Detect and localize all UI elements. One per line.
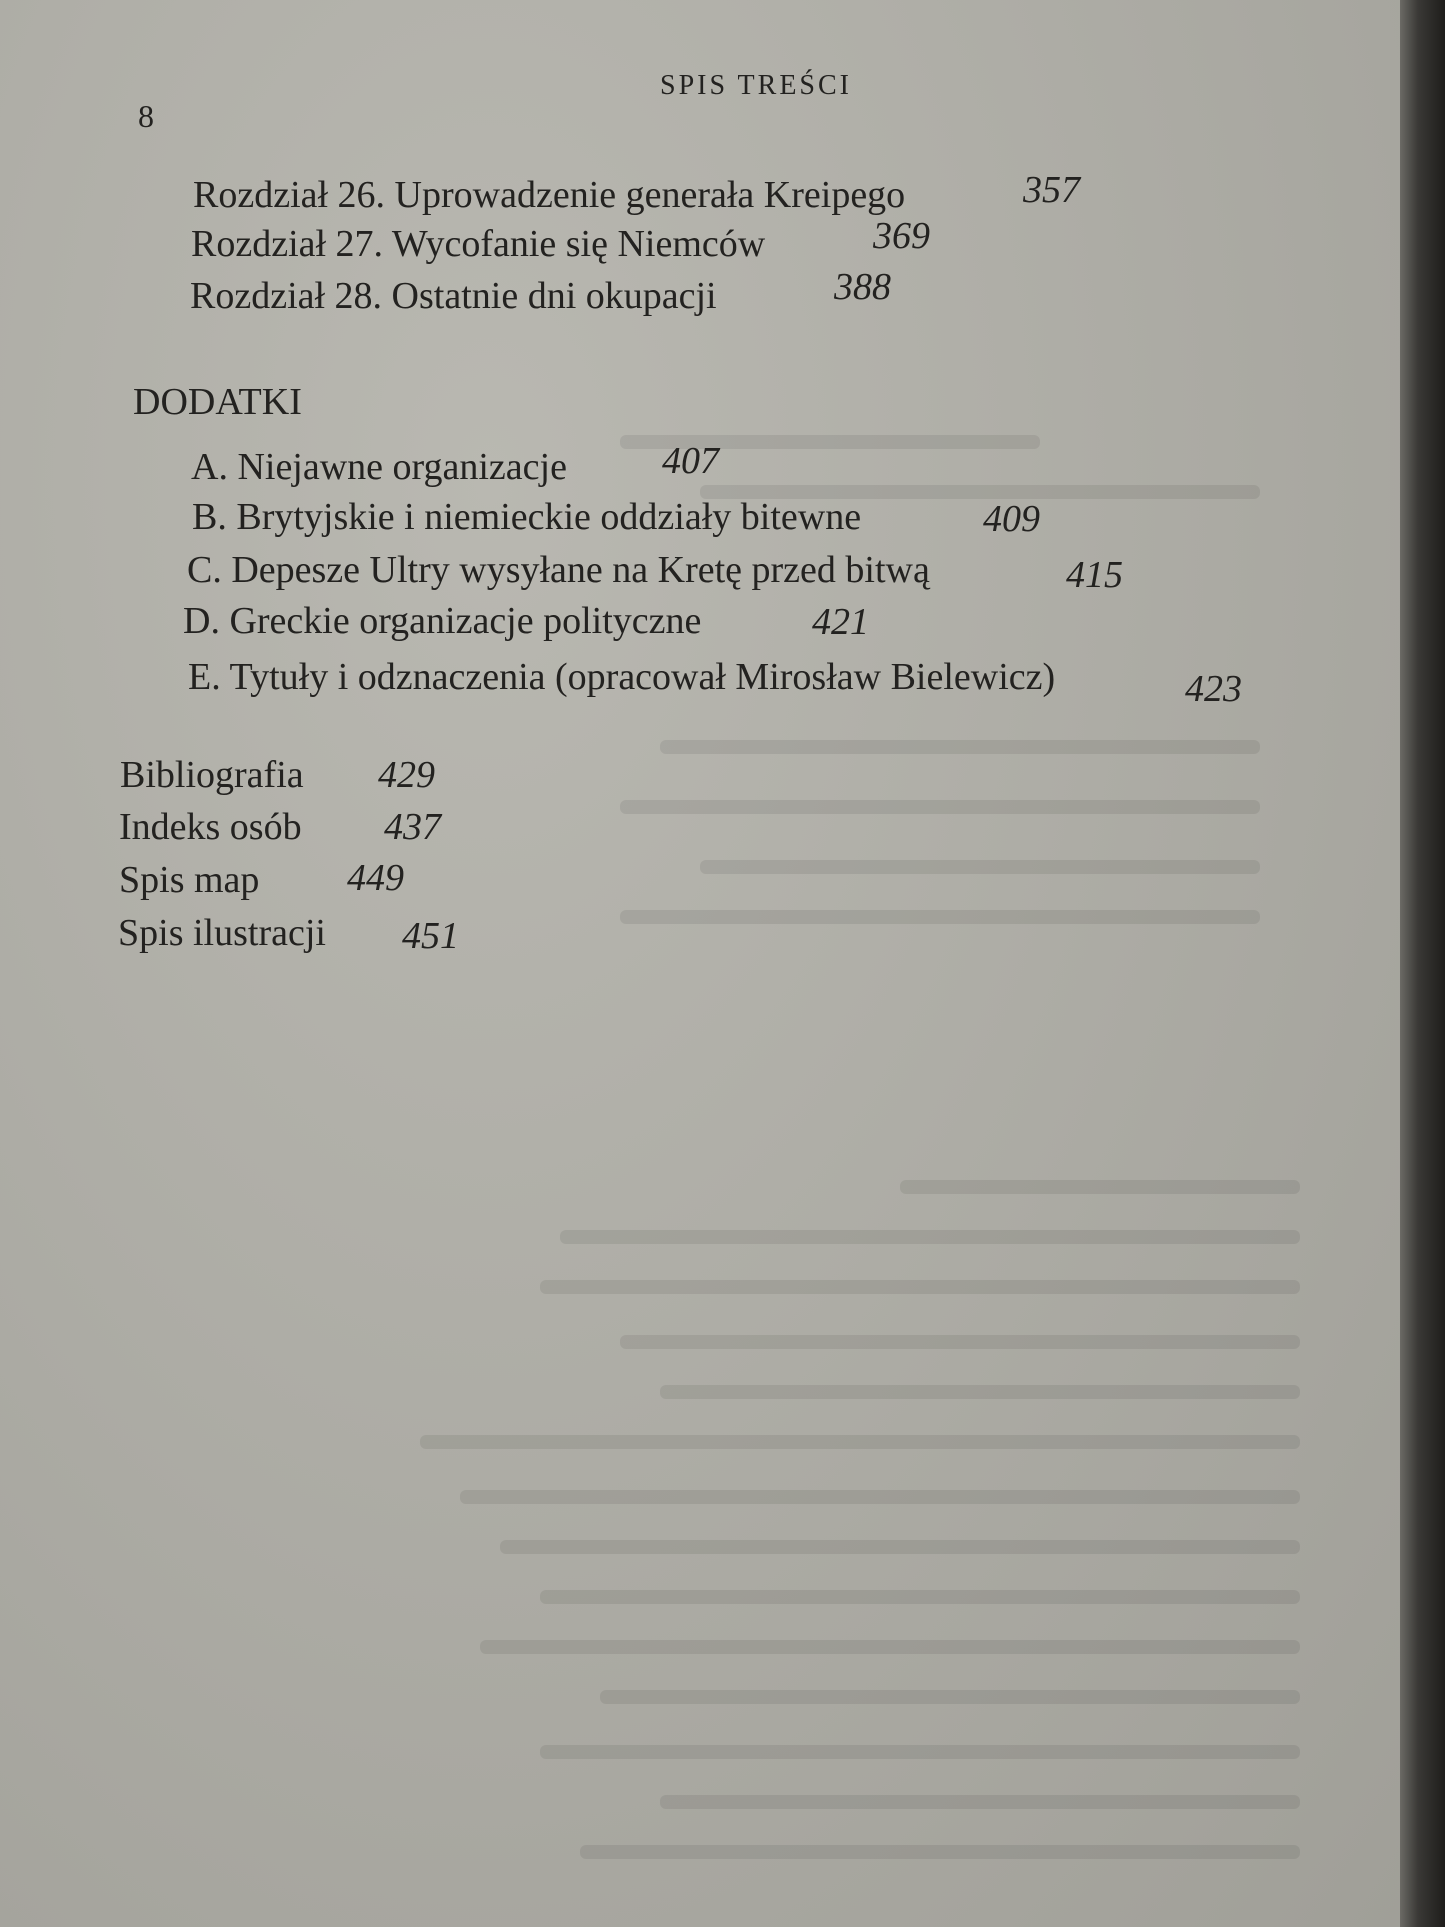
page-edge-shadow: [1400, 0, 1445, 1927]
toc-entry-illustrations: Spis ilustracji: [118, 912, 326, 954]
toc-entry-chapter-28: Rozdział 28. Ostatnie dni okupacji: [190, 275, 717, 317]
toc-page-appendix-c: 415: [1066, 554, 1123, 596]
running-head: SPIS TREŚCI: [660, 70, 852, 101]
toc-page-bibliography: 429: [378, 754, 435, 796]
toc-entry-bibliography: Bibliografia: [120, 754, 304, 796]
toc-page-chapter-27: 369: [873, 215, 930, 257]
page-number: 8: [138, 98, 154, 134]
toc-page-index: 437: [384, 806, 441, 848]
toc-entry-appendix-e: E. Tytuły i odznaczenia (opracował Mirosław Bielewicz): [188, 656, 1056, 698]
toc-page-appendix-d: 421: [812, 601, 869, 643]
toc-page-illustrations: 451: [402, 915, 459, 957]
toc-entry-chapter-27: Rozdział 27. Wycofanie się Niemców: [191, 223, 766, 265]
toc-entry-chapter-26: Rozdział 26. Uprowadzenie generała Kreipego: [193, 174, 906, 216]
toc-page-appendix-b: 409: [983, 498, 1040, 540]
toc-entry-appendix-c: C. Depesze Ultry wysyłane na Kretę przed bitwą: [187, 549, 930, 591]
toc-page-chapter-26: 357: [1023, 169, 1080, 211]
toc-page-maps: 449: [347, 857, 404, 899]
toc-page-chapter-28: 388: [834, 266, 891, 308]
toc-entry-appendix-d: D. Greckie organizacje polityczne: [183, 600, 702, 642]
toc-entry-appendix-a: A. Niejawne organizacje: [191, 446, 567, 488]
toc-entry-appendix-b: B. Brytyjskie i niemieckie oddziały bitewne: [192, 496, 862, 538]
section-heading-appendices: DODATKI: [133, 381, 302, 423]
toc-entry-maps: Spis map: [119, 859, 260, 901]
toc-page-appendix-e: 423: [1185, 668, 1242, 710]
toc-entry-index: Indeks osób: [119, 806, 302, 848]
toc-page-appendix-a: 407: [662, 440, 719, 482]
